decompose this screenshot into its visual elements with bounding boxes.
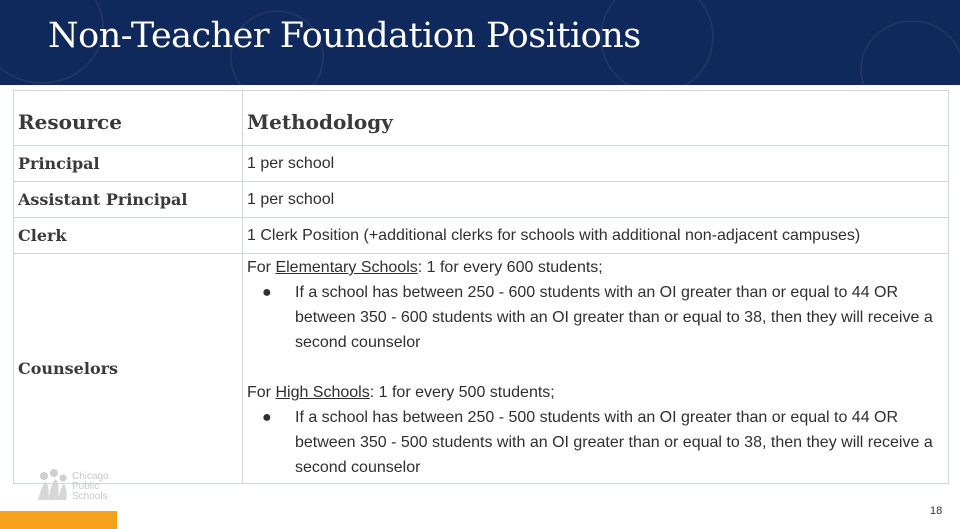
table-row bbox=[14, 146, 949, 182]
positions-table bbox=[13, 90, 949, 484]
list-item: ● If a school has between 250 - 500 students with an OI greater than or equal to 44 OR between 350 - 500 students with an OI greater than or equal to 38, then they will receive a second counselor bbox=[247, 405, 944, 480]
methodology-cell: 1 per school bbox=[243, 146, 949, 182]
apple-decoration bbox=[860, 20, 960, 85]
table-row bbox=[14, 218, 949, 254]
elementary-line: For Elementary Schools: 1 for every 600 students; bbox=[247, 259, 603, 276]
bullet-icon: ● bbox=[262, 284, 272, 301]
header-resource: Resource bbox=[14, 91, 243, 146]
cps-logo bbox=[34, 464, 124, 509]
table-row-counselors bbox=[14, 254, 949, 484]
resource-cell: Principal bbox=[14, 146, 243, 182]
logo-text: Chicago Public Schools bbox=[72, 471, 109, 502]
header-methodology: Methodology bbox=[243, 91, 949, 146]
resource-cell: Clerk bbox=[14, 218, 243, 254]
list-item: ● If a school has between 250 - 600 students with an OI greater than or equal to 44 OR between 350 - 600 students with an OI greater than or equal to 38, then they will receive a second counselor bbox=[247, 280, 944, 355]
bullet-icon: ● bbox=[262, 409, 272, 426]
methodology-cell: 1 Clerk Position (+additional clerks for schools with additional non-adjacent campuses) bbox=[243, 218, 949, 254]
counselors-methodology-cell bbox=[243, 254, 949, 484]
high-line: For High Schools: 1 for every 500 students; bbox=[247, 384, 555, 401]
elementary-schools-link[interactable]: Elementary Schools bbox=[275, 259, 418, 276]
page-number: 18 bbox=[930, 505, 943, 517]
methodology-cell: 1 per school bbox=[243, 182, 949, 218]
table-header-row bbox=[14, 91, 949, 146]
resource-cell: Counselors bbox=[14, 254, 243, 484]
resource-cell: Assistant Principal bbox=[14, 182, 243, 218]
accent-bar bbox=[0, 511, 117, 529]
slide-title: Non-Teacher Foundation Positions bbox=[48, 16, 641, 56]
table-row bbox=[14, 182, 949, 218]
high-schools-link[interactable]: High Schools bbox=[275, 384, 370, 401]
header-banner bbox=[0, 0, 960, 85]
family-figures-icon bbox=[34, 464, 70, 506]
